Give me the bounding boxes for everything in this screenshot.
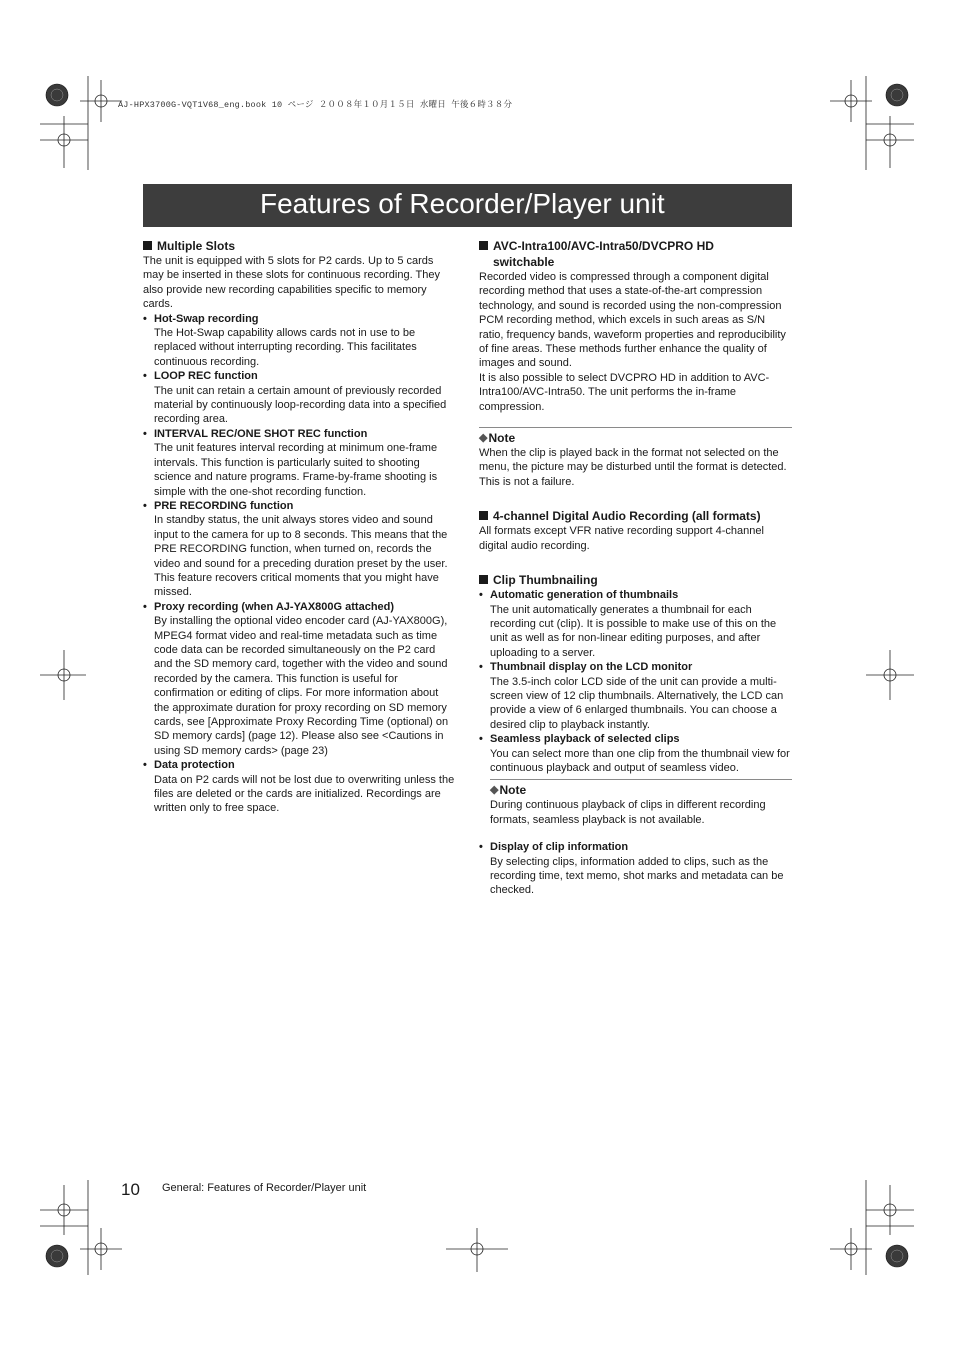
list-item: • LOOP REC function The unit can retain a certain amount of previously recorded material by continuously loop-recording data into a specified recording area. xyxy=(143,370,447,426)
note-divider xyxy=(479,427,792,428)
page-number: 10 xyxy=(121,1180,140,1199)
bullet-icon: • xyxy=(479,589,483,602)
section-heading-clip-thumbnailing: Clip Thumbnailing xyxy=(479,572,792,588)
list-item: • Seamless playback of selected clips You can select more than one clip from the thumbnail view for continuous playback and output of seamless video. xyxy=(479,733,790,774)
note-heading: ◆ Note xyxy=(479,431,516,446)
section-heading-multiple-slots: Multiple Slots xyxy=(143,238,455,254)
right-column xyxy=(479,238,792,898)
list-item: • Data protection Data on P2 cards will not be lost due to overwriting unless the files are deleted or the cards are initialized. Recordings are written only to free space. xyxy=(143,759,455,815)
note-heading: ◆ Note xyxy=(490,783,527,798)
bullet-icon: • xyxy=(143,427,147,440)
bullet-icon: • xyxy=(479,841,483,854)
diamond-icon: ◆ xyxy=(490,784,499,797)
bullet-icon: • xyxy=(143,312,147,325)
diamond-icon: ◆ xyxy=(479,432,488,445)
list-item: • PRE RECORDING function In standby status, the unit always stores video and sound input to the camera for up to 8 seconds. This means that the PRE RECORDING function, when turned on, records the video and sound for a preceding duration preset by the user. This feature recovers critical moments that you might have missed. xyxy=(143,499,448,599)
list-item: • Proxy recording (when AJ-YAX800G attached) By installing the optional video encoder card (AJ-YAX800G), MPEG4 format video and real-time metadata such as time code data can be recorded simultaneously on the P2 card and the SD memory card, together with the video and sound recorded by the camera. This function is useful for confirmation or editing of clips. For more information about the approximate duration for proxy recording on SD memory cards, see [Approximate Proxy Recording Time (optional) on SD memory cards] (page 12). Please also see <Cautions in using SD memory cards> (page 23) xyxy=(143,600,449,757)
bullet-icon: • xyxy=(479,661,483,674)
note-body: During continuous playback of clips in different recording formats, seamless playback is not available. xyxy=(490,799,766,826)
list-item: • Thumbnail display on the LCD monitor The 3.5-inch color LCD side of the unit can provide a multi-screen view of 12 clip thumbnails. Alternatively, the LCD can provide a view of 6 enlarged thumbnails. You can choose a desired clip to playback instantly. xyxy=(479,661,784,731)
bullet-icon: • xyxy=(143,600,147,613)
square-bullet-icon xyxy=(143,241,152,250)
note-body: When the clip is played back in the format not selected on the menu, the picture may be disturbed until the format is detected. This is not a failure. xyxy=(479,447,787,488)
page-title-bar xyxy=(143,184,792,227)
square-bullet-icon xyxy=(479,511,488,520)
bullet-icon: • xyxy=(143,499,147,512)
list-item: • INTERVAL REC/ONE SHOT REC function The unit features interval recording at minimum one-frame intervals. This function is particularly suited to shooting science and nature programs. Frame-by-frame shooting is simple with the one-shot recording function. xyxy=(143,427,438,498)
list-item: • Display of clip information By selecting clips, information added to clips, such as the recording time, text memo, shot marks and metadata can be checked. xyxy=(479,841,784,897)
section-heading-avc-intra: AVC-Intra100/AVC-Intra50/DVCPRO HD switchable xyxy=(479,238,792,270)
page-title: Features of Recorder/Player unit xyxy=(260,188,665,219)
thumbnail-note xyxy=(490,775,792,827)
square-bullet-icon xyxy=(479,241,488,250)
section-heading-audio: 4-channel Digital Audio Recording (all formats) xyxy=(479,508,792,524)
bullet-icon: • xyxy=(479,733,483,746)
book-header-line: AJ-HPX3700G-VQT1V68_eng.book 10 ページ ２００８年１０月１５日 水曜日 午後６時３８分 xyxy=(118,100,513,110)
footer-section-title: General: Features of Recorder/Player unit xyxy=(162,1182,367,1194)
bullet-icon: • xyxy=(143,759,147,772)
audio-body: All formats except VFR native recording support 4-channel digital audio recording. xyxy=(479,525,764,552)
avc-paragraph-2: It is also possible to select DVCPRO HD in addition to AVC-Intra100/AVC-Intra50. The unit performs the in-frame compression. xyxy=(479,371,770,413)
bullet-icon: • xyxy=(143,370,147,383)
left-column xyxy=(143,238,455,816)
note-divider xyxy=(490,779,792,780)
list-item: • Hot-Swap recording The Hot-Swap capability allows cards not in use to be replaced without interrupting recording. This facilitates continuous recording. xyxy=(143,312,417,368)
multiple-slots-intro: The unit is equipped with 5 slots for P2 cards. Up to 5 cards may be inserted in these slots for continuous recording. They also provide new recording capabilities specific to memory cards. xyxy=(143,255,440,311)
square-bullet-icon xyxy=(479,575,488,584)
list-item: • Automatic generation of thumbnails The unit automatically generates a thumbnail for each recording cut (clip). It is possible to make use of this on the unit as well as for non-linear editing purposes, and after uploading to a server. xyxy=(479,589,777,659)
avc-paragraph-1: Recorded video is compressed through a component digital recording method that uses a state-of-the-art compression technology, and sound is recorded using the non-compression PCM recording method, which excels in such areas as S/N ratio, frequency bands, waveform properties and reproducibility of fine areas. These methods further enhance the quality of images and sound. xyxy=(479,271,786,370)
